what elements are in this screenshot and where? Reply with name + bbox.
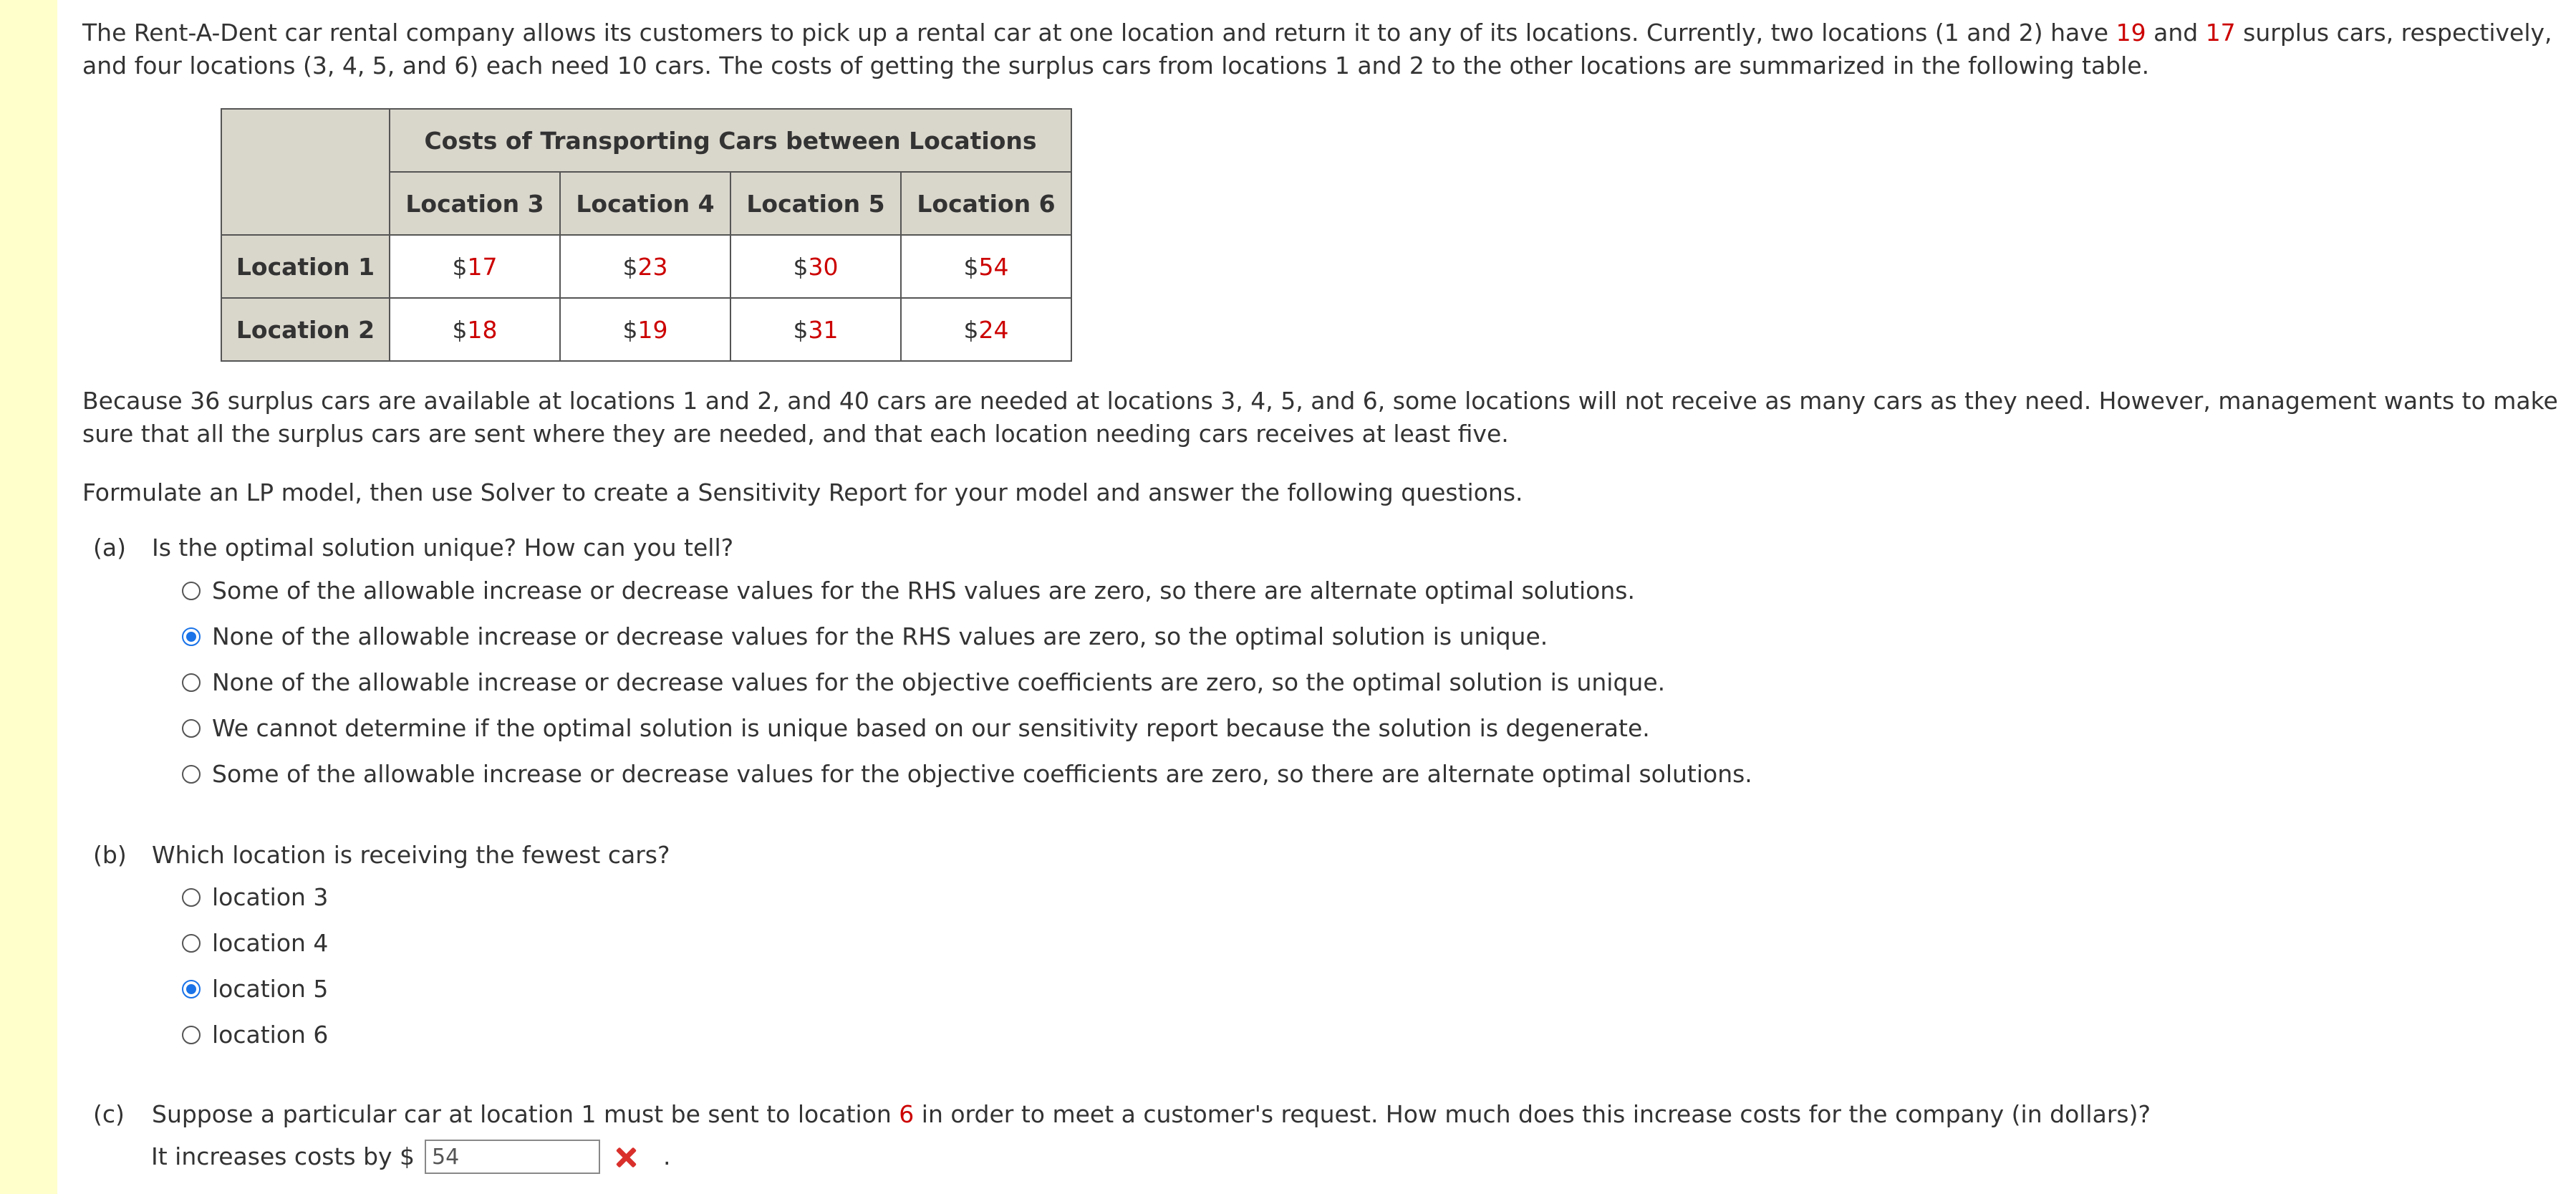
answer-line	[151, 1139, 671, 1175]
radio-button[interactable]	[182, 1026, 201, 1044]
question-b	[93, 839, 670, 872]
option-a-2[interactable]: None of the allowable increase or decrease values for the RHS values are zero, so the optimal solution is unique.	[182, 620, 1548, 653]
transport-cost-table	[221, 108, 1072, 362]
row-header: Location 1	[221, 235, 390, 298]
column-header: Location 6	[901, 172, 1071, 235]
constraints-paragraph: Because 36 surplus cars are available at locations 1 and 2, and 40 cars are needed at locations 3, 4, 5, and 6, some locations will not receive as many cars as they need. However, management wants to make sure that all the surplus cars are sent where they are needed, and that each location needing cars receives at least five.	[82, 387, 2558, 448]
cost-cell: $54	[901, 235, 1071, 298]
question-a-label: (a)	[93, 534, 126, 562]
answer-suffix: .	[663, 1142, 671, 1170]
option-a-3[interactable]: None of the allowable increase or decrease values for the objective coefficients are zero, so the optimal solution is unique.	[182, 666, 1665, 699]
cost-cell: $17	[390, 235, 560, 298]
option-b-2[interactable]: location 4	[182, 927, 328, 960]
radio-button-selected[interactable]	[182, 980, 201, 998]
question-c-label: (c)	[93, 1100, 125, 1128]
question-b-text: Which location is receiving the fewest cars?	[152, 841, 670, 869]
radio-button[interactable]	[182, 765, 201, 784]
radio-button[interactable]	[182, 673, 201, 692]
left-margin-bar	[0, 0, 57, 1194]
column-header: Location 4	[560, 172, 730, 235]
question-a-text: Is the optimal solution unique? How can you tell?	[152, 534, 734, 562]
cost-cell: $23	[560, 235, 730, 298]
cost-cell: $30	[730, 235, 901, 298]
table-caption: Costs of Transporting Cars between Locations	[390, 109, 1071, 172]
table-corner	[221, 109, 390, 235]
radio-button-selected[interactable]	[182, 627, 201, 646]
question-b-label: (b)	[93, 841, 127, 869]
option-b-1[interactable]: location 3	[182, 881, 328, 914]
option-b-4[interactable]: location 6	[182, 1019, 328, 1051]
option-a-1[interactable]: Some of the allowable increase or decrease values for the RHS values are zero, so there are alternate optimal solutions.	[182, 574, 1635, 607]
option-b-3[interactable]: location 5	[182, 973, 328, 1006]
answer-input[interactable]	[425, 1140, 600, 1174]
option-a-4[interactable]: We cannot determine if the optimal solution is unique based on our sensitivity report because the solution is degenerate.	[182, 712, 1650, 745]
radio-button[interactable]	[182, 719, 201, 738]
radio-button[interactable]	[182, 934, 201, 953]
surplus-location-1: 19	[2116, 19, 2146, 47]
table-row	[221, 235, 1071, 298]
column-header: Location 5	[730, 172, 901, 235]
option-a-5[interactable]: Some of the allowable increase or decrease values for the objective coefficients are zero, so there are alternate optimal solutions.	[182, 758, 1752, 791]
intro-paragraph: The Rent-A-Dent car rental company allows its customers to pick up a rental car at one location and return it to any of its locations. Currently, two locations (1 and 2) have 19 and 17 surplus cars, respectively, and four locations (3, 4, 5, and 6) each need 10 cars. The costs of getting the surplus cars from locations 1 and 2 to the other locations are summarized in the following table.	[82, 19, 2552, 80]
question-c: (c) Suppose a particular car at location 1 must be sent to location 6 in order to meet a customer's request. How much does this increase costs for the company (in dollars)?	[93, 1098, 2151, 1131]
row-header: Location 2	[221, 298, 390, 361]
cost-cell: $24	[901, 298, 1071, 361]
cost-cell: $19	[560, 298, 730, 361]
radio-button[interactable]	[182, 888, 201, 907]
cost-cell: $31	[730, 298, 901, 361]
incorrect-x-icon	[613, 1144, 639, 1170]
cost-cell: $18	[390, 298, 560, 361]
table-row	[221, 298, 1071, 361]
column-header: Location 3	[390, 172, 560, 235]
question-a	[93, 531, 733, 564]
answer-prefix: It increases costs by $	[151, 1142, 415, 1170]
instructions-paragraph: Formulate an LP model, then use Solver to create a Sensitivity Report for your model and answer the following questions.	[82, 478, 1523, 506]
question-c-highlight: 6	[899, 1100, 915, 1128]
radio-button[interactable]	[182, 582, 201, 600]
surplus-location-2: 17	[2205, 19, 2236, 47]
